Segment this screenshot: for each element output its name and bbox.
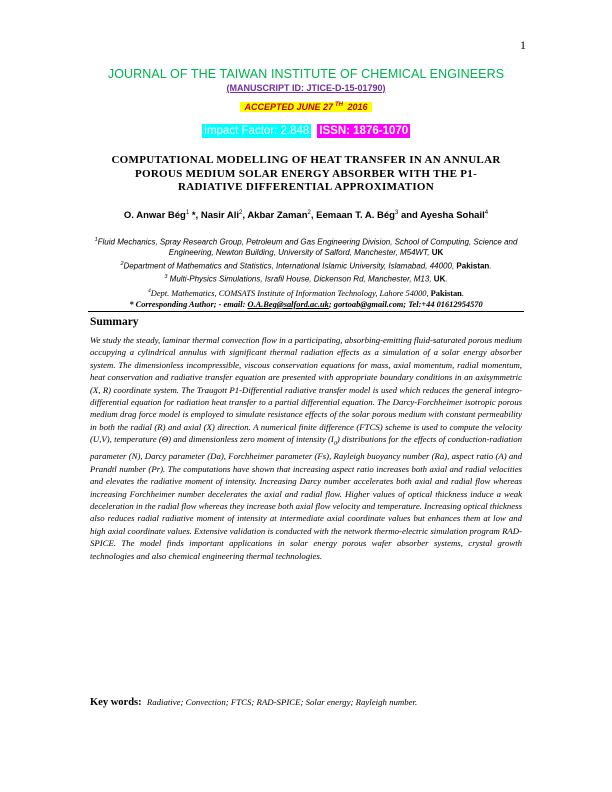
author-sup: 1 — [185, 210, 190, 216]
divider — [88, 311, 524, 312]
paper-title — [90, 154, 522, 195]
affiliations — [90, 235, 522, 285]
corresponding-label: * Corresponding Author; - email: — [129, 299, 246, 309]
manuscript-id-text: (MANUSCRIPT ID: JTICE-D-15-01790) — [226, 83, 386, 93]
author-name: Nasir Ali — [200, 210, 240, 222]
title-line-3: RADIATIVE DIFFERENTIAL APPROXIMATION — [177, 181, 435, 193]
author-name: O. Anwar Bég — [123, 210, 186, 222]
impact-issn-line — [0, 125, 612, 137]
accepted-suffix: 2016 — [345, 102, 368, 112]
keywords — [90, 697, 522, 708]
affiliation-4-and-correspondence — [90, 286, 522, 310]
title-line-2: POROUS MEDIUM SOLAR ENERGY ABSORBER WITH THE P1- — [134, 167, 478, 180]
author-name: Akbar Zaman — [247, 210, 308, 222]
affiliation-sup: 1 — [94, 237, 98, 243]
corresponding-email-link[interactable]: O.A.Beg@salford.ac.uk — [247, 299, 329, 309]
author-sep: *, — [189, 210, 201, 222]
affiliation-sup: 4 — [148, 288, 151, 294]
author-sup: 2 — [307, 210, 311, 216]
manuscript-id — [0, 83, 612, 93]
affiliation-sup: 2 — [120, 260, 124, 267]
journal-name: JOURNAL OF THE TAIWAN INSTITUTE OF CHEMICAL ENGINEERS — [107, 67, 505, 81]
author-sep: , — [310, 210, 317, 222]
affiliation-text: Dept. Mathematics, COMSATS Institute of Information Technology, Lahore 54000, — [150, 288, 429, 298]
affiliation-4: $^4$Dept. Mathematics, COMSATS Institute of Information Technology, Lahore 54000, Pakistan. — [148, 288, 464, 298]
accepted-date — [0, 102, 612, 112]
corresponding-author — [90, 299, 522, 310]
affiliation-country: Pakistan — [456, 261, 490, 271]
keywords-label: Key words: — [90, 697, 142, 708]
author-name: Eemaan T. A. Bég — [316, 210, 395, 222]
affiliation-3: $^3$ Multi-Physics Simulations, Israfil House, Dickenson Rd, Manchester, M13, UK. — [164, 273, 448, 284]
summary-text: We study the steady, laminar thermal convection flow in a participating, absorbing-emitting fluid-saturated porous medium occupying a cylindrical annulus with significant thermal radiation effects as a simulation of a solar energy absorber system. The dimensionless incompressible, viscous conservation equations for mass, axial momentum, radial momentum, heat conservation and radiative transfer equation are presented with appropriate boundary conditions in an axisymmetric (X, R) coordinate system. The Traugott P1-Differential radiative transfer model is used which reduces the general integro-differential equation for radiation heat transfer to a partial differential equation. The Darcy-Forchheimer isotropic porous medium drag force model is employed to simulate resistance effects of the solar porous medium with constant permeability in both the radial (R) and axial (X) direction. A numerical finite difference (FTCS) scheme is used to compute the velocity (U,V), temperature (Θ) and dimensionless zero moment of intensity (I — [90, 335, 522, 445]
affiliation-text: Department of Mathematics and Statistics, International Islamic University, Islamabad, 44000, — [123, 261, 455, 271]
accepted-sup: TH — [335, 102, 343, 108]
page-number: 1 — [520, 38, 526, 52]
affiliation-country: UK — [431, 248, 444, 258]
affiliation-text: Multi-Physics Simulations, Israfil House, Dickenson Rd, Manchester, M13, — [167, 274, 432, 284]
author-sup: 4 — [484, 210, 489, 216]
author-sup: 3 — [394, 210, 399, 216]
summary-text-cont: ) distributions for the effects of conduction-radiation parameter (N), Darcy parameter (Da), Forchheimer parameter (Fs), Rayleigh buoyancy number (Ra), aspect ratio (A) and Prandtl number (Pr). The computations have shown that increasing aspect ratio increases both axial and radial velocities and elevates the radiative moment of intensity. Increasing Darcy number accelerates both axial and radial flow whereas increasing Forchheimer number decelerates the axial and radial flow. Higher values of optical thickness induce a weak deceleration in the radial flow whereas they increase both axial flow velocity and temperature. Increasing optical thickness also reduces radial radiative moment of intensity at intermediate axial coordinate values but enhances them at low and high axial coordinate values. Extensive validation is conducted with the network thermo-electric simulation program RAD-SPICE. The model finds important applications in solar energy porous wafer absorber systems, crystal growth technologies and also chemical engineering thermal technologies. — [90, 434, 522, 561]
affiliation-2: $^2$Department of Mathematics and Statistics, International Islamic University, Islamabad, 44000, Pakistan. — [120, 260, 492, 271]
affiliation-text: Fluid Mechanics, Spray Research Group, Petroleum and Gas Engineering Division, School of Computing, Science and Engineering, Newton Building, University of Salford, Manchester, M54WT, — [97, 237, 518, 258]
author-sup: 2 — [239, 210, 243, 216]
summary-body — [90, 334, 522, 562]
title-line-1: COMPUTATIONAL MODELLING OF HEAT TRANSFER IN AN ANNULAR — [111, 154, 501, 166]
summary-subscript: 0 — [333, 441, 337, 447]
author-sep: and — [398, 210, 421, 222]
affiliation-country: UK — [433, 274, 446, 284]
affiliation-1 — [90, 235, 522, 259]
author-name: Ayesha Sohail — [420, 210, 485, 222]
summary-heading: Summary — [90, 316, 139, 328]
keywords-list: Radiative; Convection; FTCS; RAD-SPICE; Solar energy; Rayleigh number. — [146, 697, 418, 707]
corresponding-contact: ; gortoab@gmail.com; Tel:+44 01612954570 — [328, 299, 483, 309]
accepted-prefix: ACCEPTED JUNE 27 — [244, 102, 333, 112]
author-list — [0, 210, 612, 221]
affiliation-sup: 3 — [164, 273, 168, 280]
author-sep: , — [242, 210, 248, 222]
issn: ISSN: 1876-1070 — [319, 125, 409, 137]
affiliation-country: Pakistan — [430, 288, 462, 298]
impact-factor: Impact Factor: 2.848 — [203, 125, 310, 137]
accepted-date-highlight — [240, 102, 371, 112]
